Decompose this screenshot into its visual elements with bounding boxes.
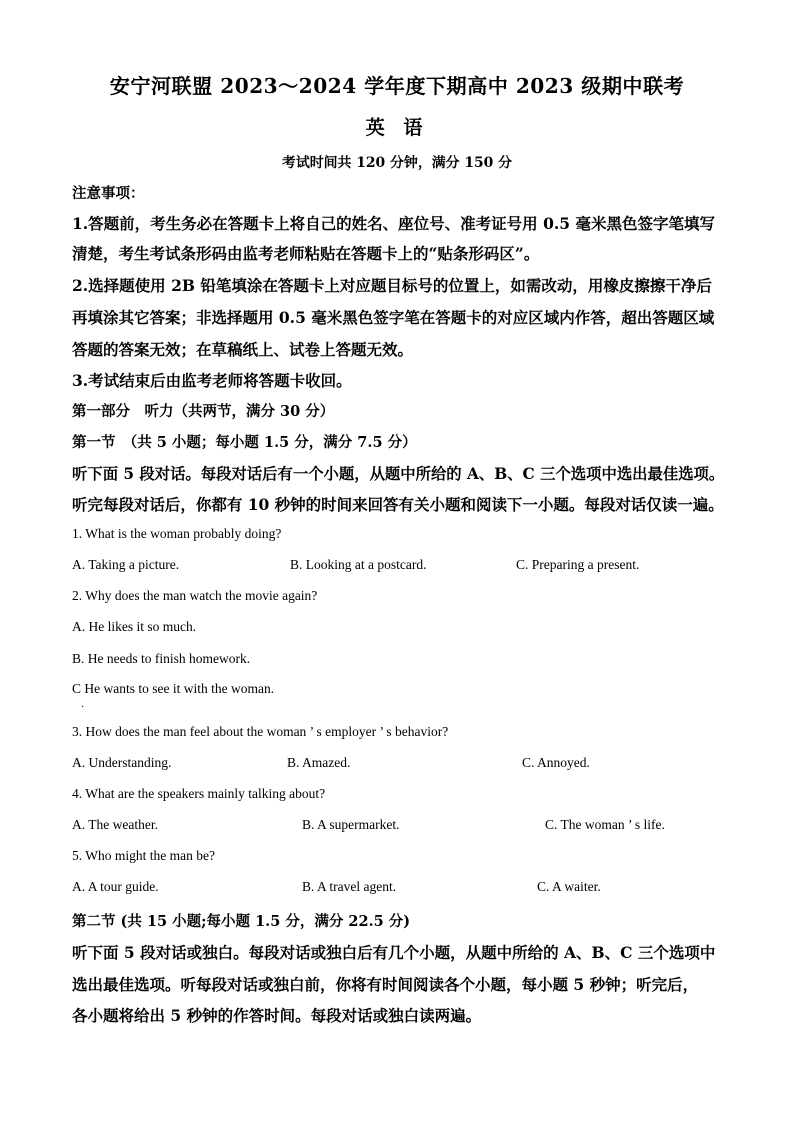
note-1-line-2: 清楚，考生考试条形码由监考老师粘贴在答题卡上的“贴条形码区”。 <box>72 244 540 263</box>
question-2-option-c: C He wants to see it with the woman. <box>72 681 275 696</box>
note-2-line-1: 2.选择题使用 2B 铅笔填涂在答题卡上对应题目标号的位置上，如需改动，用橡皮擦擦干净后 <box>72 276 712 295</box>
question-5-stem: 5. Who might the man be? <box>72 848 215 863</box>
section1-instruction-line-1: 听下面 5 段对话。每段对话后有一个小题，从题中所给的 A、B、C 三个选项中选出最佳选项。 <box>72 464 725 483</box>
question-1-stem: 1. What is the woman probably doing? <box>72 526 282 541</box>
question-1-option-a: A. Taking a picture. <box>72 557 180 572</box>
notes-heading: 注意事项： <box>72 185 145 202</box>
question-2-stem: 2. Why does the man watch the movie again? <box>72 588 318 603</box>
question-4-option-c: C. The woman ’ s life. <box>545 817 665 832</box>
question-2-option-b: B. He needs to finish homework. <box>72 651 251 666</box>
note-2-line-3: 答题的答案无效；在草稿纸上、试卷上答题无效。 <box>72 340 414 359</box>
question-5-option-a: A. A tour guide. <box>72 879 159 894</box>
note-1-line-1: 1.答题前，考生务必在答题卡上将自己的姓名、座位号、准考证号用 0.5 毫米黑色签字笔填写 <box>72 214 715 233</box>
exam-info: 考试时间共 120 分钟，满分 150 分 <box>281 155 513 171</box>
section1-heading: 第一节 （共 5 小题；每小题 1.5 分，满分 7.5 分） <box>72 434 417 451</box>
question-4-stem: 4. What are the speakers mainly talking about? <box>72 786 326 801</box>
section2-instruction-line-1: 听下面 5 段对话或独白。每段对话或独白后有几个小题，从题中所给的 A、B、C 三个选项中 <box>72 943 716 962</box>
section2-heading: 第二节 (共 15 小题;每小题 1.5 分，满分 22.5 分) <box>72 913 411 930</box>
question-5-option-b: B. A travel agent. <box>302 879 397 894</box>
question-4-option-a: A. The weather. <box>72 817 158 832</box>
question-1-option-b: B. Looking at a postcard. <box>290 557 427 572</box>
subject-title: 英 语 <box>365 116 429 139</box>
stray-dot: · <box>81 702 85 713</box>
question-4-option-b: B. A supermarket. <box>302 817 400 832</box>
section2-instruction-line-3: 各小题将给出 5 秒钟的作答时间。每段对话或独白读两遍。 <box>72 1006 482 1025</box>
question-3-option-b: B. Amazed. <box>287 755 351 770</box>
question-3-stem: 3. How does the man feel about the woman ’ s employer ’ s behavior? <box>72 724 449 739</box>
exam-title: 安宁河联盟 2023～2024 学年度下期高中 2023 级期中联考 <box>109 74 685 98</box>
note-2-line-2: 再填涂其它答案；非选择题用 0.5 毫米黑色签字笔在答题卡的对应区域内作答，超出答题区域 <box>72 308 715 327</box>
part1-heading: 第一部分 听力（共两节，满分 30 分） <box>72 403 335 420</box>
question-2-option-a: A. He likes it so much. <box>72 619 197 634</box>
question-1-option-c: C. Preparing a present. <box>516 557 640 572</box>
question-3-option-a: A. Understanding. <box>72 755 172 770</box>
note-3: 3.考试结束后由监考老师将答题卡收回。 <box>72 371 352 390</box>
section2-instruction-line-2: 选出最佳选项。听每段对话或独白前，你将有时间阅读各个小题，每小题 5 秒钟；听完后， <box>72 975 699 994</box>
question-3-option-c: C. Annoyed. <box>522 755 590 770</box>
question-5-option-c: C. A waiter. <box>537 879 601 894</box>
section1-instruction-line-2: 听完每段对话后，你都有 10 秒钟的时间来回答有关小题和阅读下一小题。每段对话仅读一遍。 <box>72 495 724 514</box>
